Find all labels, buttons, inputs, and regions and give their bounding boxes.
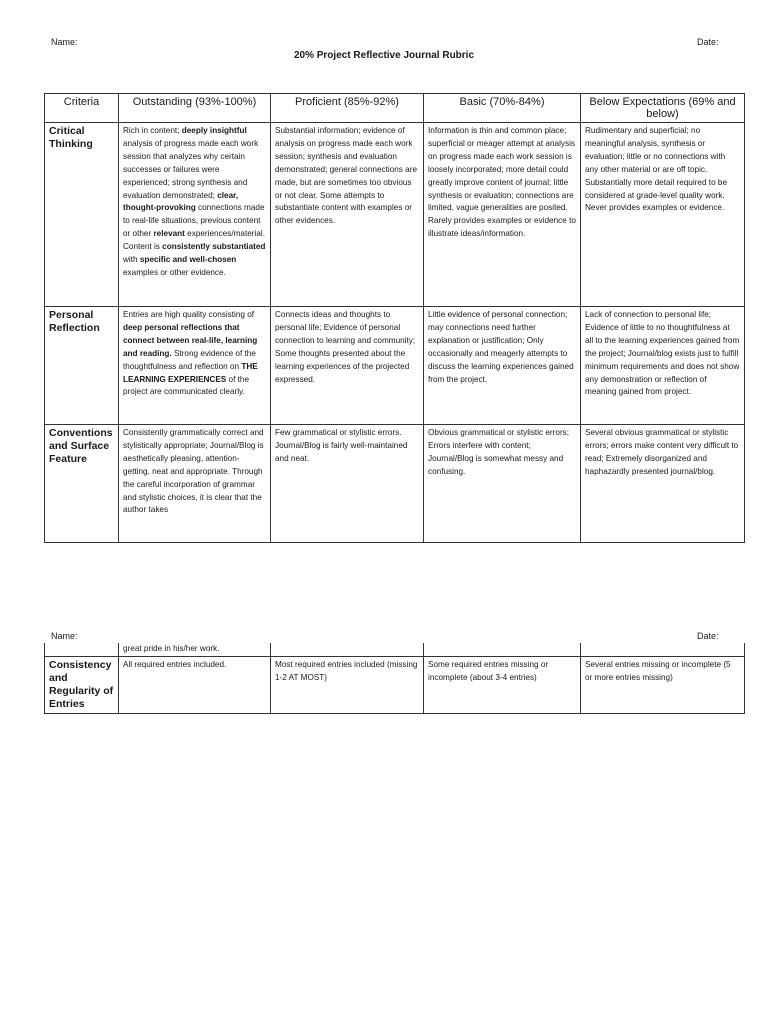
text-run: Rich in content; [123, 126, 182, 135]
table-row [45, 656, 745, 713]
name-label: Name: [51, 37, 78, 47]
proficient-cell: Connects ideas and thoughts to personal life; Evidence of personal connection to learning and community; Some thoughts presented about the learning experiences of the projected expressed. [271, 307, 424, 425]
emphasis-text: consistently substantiated [162, 242, 266, 252]
proficient-cell: Most required entries included (missing 1-2 AT MOST) [271, 656, 424, 713]
outstanding-cell [119, 307, 271, 425]
text-run: connections made to real-life situations, previous content or other [123, 203, 265, 239]
outstanding-cell: All required entries included. [119, 656, 271, 713]
emphasis-text: clear, thought-provoking [123, 190, 239, 213]
date-label-page2: Date: [697, 631, 719, 641]
page-title: 20% Project Reflective Journal Rubric [293, 50, 475, 61]
text-run: Strong evidence of the thoughtfulness and reflection on [123, 348, 256, 371]
text-run: examples or other evidence. [123, 267, 226, 277]
emphasis-text: THE LEARNING EXPERIENCES [123, 361, 258, 384]
text-run: with [123, 255, 140, 265]
header-outstanding: Outstanding (93%-100%) [119, 94, 271, 123]
proficient-cell: Few grammatical or stylistic errors. Journal/Blog is fairly well-maintained and neat. [271, 425, 424, 543]
criteria-cell: Consistency and Regularity of Entries [45, 656, 119, 713]
criteria-cell: Conventions and Surface Feature [45, 425, 119, 543]
header-criteria: Criteria [45, 94, 119, 123]
below-cell: Several obvious grammatical or stylistic errors; errors make content very difficult to read; Extremely disorganized and haphazardly presented journal/blog. [581, 425, 745, 543]
outstanding-cell [119, 425, 271, 543]
text-run: of the project are communicated clearly. [123, 374, 250, 397]
basic-cell: Obvious grammatical or stylistic errors; Errors interfere with content; Journal/Blog is somewhat messy and confusing. [424, 425, 581, 543]
outstanding-cell [119, 123, 271, 307]
emphasis-text: deep personal reflections that connect between real-life, learning and reading. [123, 322, 258, 358]
rubric-table [44, 93, 745, 543]
text-run: experiences/material. Content is [123, 229, 265, 252]
table-row [45, 123, 745, 307]
basic-cell: Information is thin and common place; superficial or meager attempt at analysis on progress made each work session is loosely incorporated; more detail could greatly improve content of journal; little synthesis or evaluation; connections are limited, vague generalities are posited. Rarely provides examples or evidence to illustrate ideas/information. [424, 123, 581, 307]
basic-cell: Little evidence of personal connection; may connections need further explanation or justification; Only occasionally and meagerly attempts to discuss the learning experiences gained from the project. [424, 307, 581, 425]
basic-cell: Some required entries missing or incomplete (about 3-4 entries) [424, 656, 581, 713]
below-cell: Rudimentary and superficial; no meaningful analysis, synthesis or evaluation; little or no connections with any other material or are off topic. Substantially more detail required to be considered at grade-level quality work. Never provides examples or evidence. [581, 123, 745, 307]
emphasis-text: specific and well-chosen [139, 255, 237, 265]
proficient-cell: Substantial information; evidence of analysis on progress made each work session; synthesis and evaluation demonstrated; general connections are made, but are sometimes too obvious or not clear. Some attempts to substantiate content with examples or other evidences. [271, 123, 424, 307]
date-label: Date: [697, 37, 719, 47]
criteria-cell: Personal Reflection [45, 307, 119, 425]
below-cell: Several entries missing or incomplete (5 or more entries missing) [581, 656, 745, 713]
rubric-table-continued [44, 643, 745, 714]
continuation-text: great pride in his/her work. [119, 643, 271, 656]
continuation-row [45, 643, 745, 656]
text-run: analysis of progress made each work session that analyzes why certain successes or failures were experienced; strong synthesis and evaluation demonstrated; [123, 138, 259, 200]
text-run: Consistently grammatically correct and stylistically appropriate; Journal/Blog is aesthetically pleasing, attention-getting, neat and appropriate. Through the careful incorporation of grammar and stylistic choices, it is clear that the author takes [123, 428, 264, 515]
emphasis-text: deeply insightful [181, 126, 247, 135]
header-row [45, 94, 745, 123]
table-row [45, 425, 745, 543]
emphasis-text: relevant [153, 229, 185, 239]
name-label-page2: Name: [51, 631, 78, 641]
header-proficient: Proficient (85%-92%) [271, 94, 424, 123]
below-cell: Lack of connection to personal life; Evidence of little to no thoughtfulness at all to the learning experiences gained from the project; Journal/blog exists just to fulfill minimum requirements and does not show any demonstration or reflection of meaning gained from project. [581, 307, 745, 425]
criteria-cell: Critical Thinking [45, 123, 119, 307]
header-below: Below Expectations (69% and below) [581, 94, 745, 123]
header-basic: Basic (70%-84%) [424, 94, 581, 123]
text-run: Entries are high quality consisting of [123, 310, 255, 319]
table-row [45, 307, 745, 425]
